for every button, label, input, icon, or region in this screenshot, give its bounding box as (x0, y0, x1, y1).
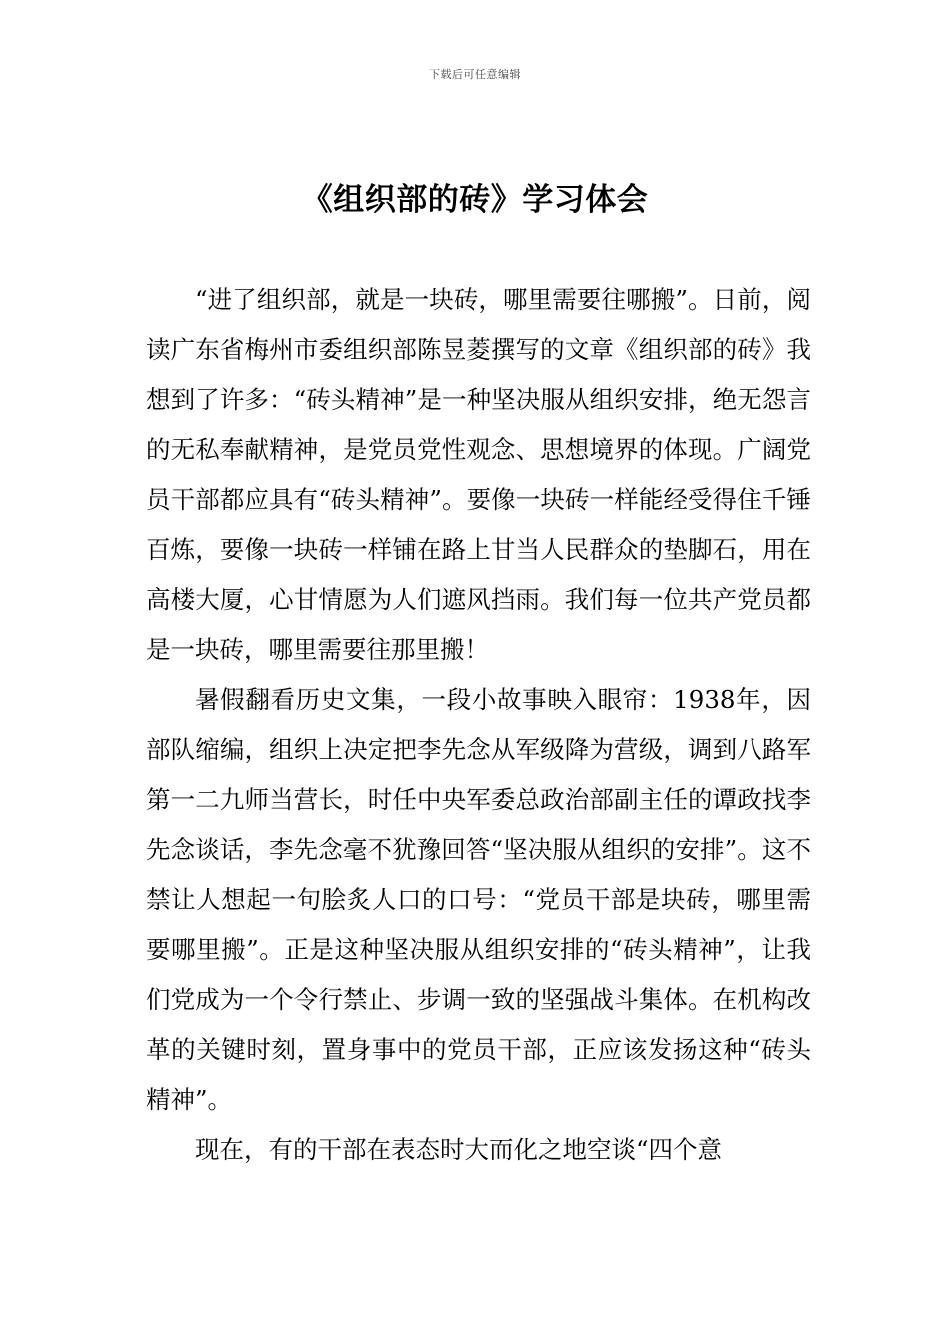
paragraph: 现在，有的干部在表态时大而化之地空谈“四个意 (195, 1135, 723, 1164)
paragraph: “进了组织部，就是一块砖，哪里需要往哪搬”。日前，阅读广东省梅州市委组织部陈昱菱撰写的文章《组织部的砖》我想到了许多：“砖头精神”是一种坚决服从组织安排，绝无怨言的无私奉献精神，是党员党性观念、思想境界的体现。广阔党员干部都应具有“砖头精神”。要像一块砖一样能经受得住千锤百炼，要像一块砖一样铺在路上甘当人民群众的垫脚石，用在高楼大厦，心甘情愿为人们遮风挡雨。我们每一位共产党员都是一块砖，哪里需要往那里搬！ (146, 285, 811, 664)
document-body (146, 275, 811, 1175)
header-note: 下载后可任意编辑 (429, 68, 521, 81)
paragraph: 暑假翻看历史文集，一段小故事映入眼帘：1938年，因部队缩编，组织上决定把李先念从军级降为营级，调到八路军第一二九师当营长，时任中央军委总政治部副主任的谭政找李先念谈话，李先念毫不犹豫回答“坚决服从组织的安排”。这不禁让人想起一句脍炙人口的口号：“党员干部是块砖，哪里需要哪里搬”。正是这种坚决服从组织安排的“砖头精神”，让我们党成为一个令行禁止、步调一致的坚强战斗集体。在机构改革的关键时刻，置身事中的党员干部，正应该发扬这种“砖头精神”。 (146, 685, 811, 1114)
document-title: 《组织部的砖》学习体会 (301, 182, 649, 218)
